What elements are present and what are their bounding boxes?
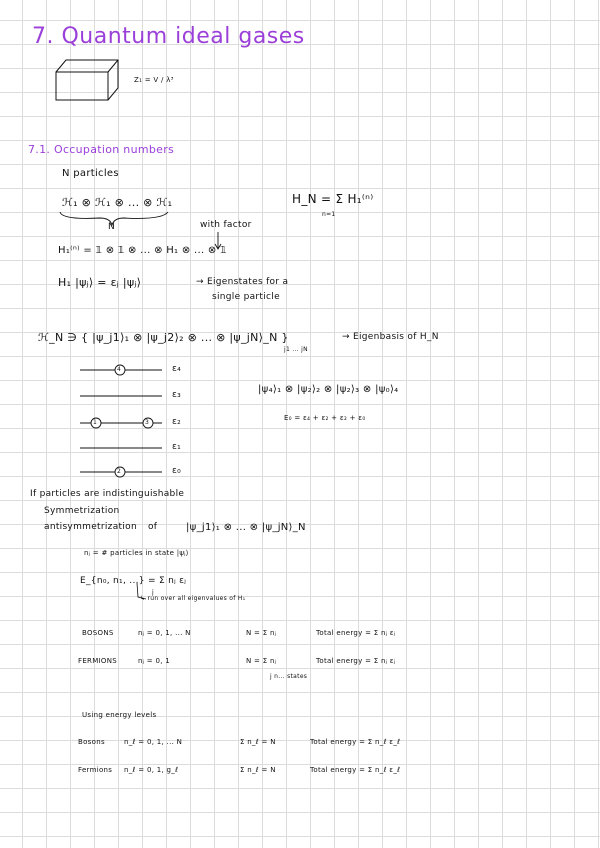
sum-limits: n=1	[322, 211, 336, 218]
eigenstates-note-2: single particle	[212, 292, 280, 302]
eigen-equation: H₁ |ψⱼ⟩ = εⱼ |ψⱼ⟩	[58, 276, 142, 289]
antisymmetrization-line: antisymmetrization	[44, 522, 137, 532]
level-label-4: ε₄	[172, 364, 182, 374]
basis-equation: ℋ_N ∋ { |ψ_j1⟩₁ ⊗ |ψ_j2⟩₂ ⊗ ... ⊗ |ψ_jN⟩_N }	[38, 331, 289, 344]
level-label-1: ε₁	[172, 442, 182, 452]
fermions-energy: Total energy = Σ nⱼ εⱼ	[316, 657, 396, 665]
fermions-levels-n: n_ℓ = 0, 1, g_ℓ	[124, 766, 179, 774]
hamiltonian-sum: H_N = Σ H₁⁽ⁿ⁾	[292, 192, 374, 206]
bosons-energy: Total energy = Σ nⱼ εⱼ	[316, 629, 396, 637]
bosons-nj: nⱼ = 0, 1, ... N	[138, 629, 191, 637]
basis-subscript: j1 ... jN	[284, 346, 308, 353]
underbrace-label: N	[108, 222, 116, 232]
z1-formula: Z₁ = V / λ³	[134, 76, 174, 84]
bosons-levels-label: Bosons	[78, 738, 105, 746]
bosons-levels-N: Σ n_ℓ = N	[240, 738, 276, 746]
fermions-levels-label: Fermions	[78, 766, 113, 774]
symmetrization-line: Symmetrization	[44, 506, 120, 516]
particle-circles	[91, 365, 153, 477]
section-heading: 7.1. Occupation numbers	[28, 143, 175, 156]
eigenbasis-note: → Eigenbasis of H_N	[342, 332, 439, 342]
tensor-product: ℋ₁ ⊗ ℋ₁ ⊗ ... ⊗ ℋ₁	[62, 196, 173, 209]
fermions-nj: nⱼ = 0, 1	[138, 657, 171, 665]
bosons-N: N = Σ nⱼ	[246, 629, 277, 637]
level-label-0: ε₀	[172, 466, 182, 476]
state-example: |ψ₄⟩₁ ⊗ |ψ₂⟩₂ ⊗ |ψ₂⟩₃ ⊗ |ψ₀⟩₄	[258, 384, 399, 395]
page-title: 7. Quantum ideal gases	[32, 24, 305, 49]
level-label-2: ε₂	[172, 417, 182, 427]
particle-mark: 4	[117, 366, 122, 373]
fermions-levels-N: Σ n_ℓ = N	[240, 766, 276, 774]
eigenstates-note-1: → Eigenstates for a	[196, 277, 289, 287]
eigenvalue-note: ↳ run over all eigenvalues of H₁	[140, 595, 246, 602]
h1n-definition: H₁⁽ⁿ⁾ = 𝟙 ⊗ 𝟙 ⊗ ... ⊗ H₁ ⊗ ... ⊗ 𝟙	[58, 245, 227, 256]
state-product: |ψ_j1⟩₁ ⊗ ... ⊗ |ψ_jN⟩_N	[186, 522, 306, 533]
bosons-label: BOSONS	[82, 629, 114, 637]
bosons-levels-energy: Total energy = Σ n_ℓ ε_ℓ	[310, 738, 401, 746]
using-energy-levels: Using energy levels	[82, 711, 157, 719]
particle-mark: 3	[145, 419, 150, 426]
energy-sum-sub: j	[152, 589, 154, 596]
particle-mark: 1	[93, 419, 98, 426]
indistinguishable-line: If particles are indistinguishable	[30, 489, 185, 499]
fermions-N: N = Σ nⱼ	[246, 657, 277, 665]
fermions-N-sub: j n... states	[270, 673, 308, 680]
energy-example: E₀ = ε₄ + ε₂ + ε₂ + ε₀	[284, 414, 366, 422]
fermions-label: FERMIONS	[78, 657, 118, 665]
energy-sum: E_{n₀, n₁, ...} = Σ nⱼ εⱼ	[80, 576, 187, 586]
bosons-levels-n: n_ℓ = 0, 1, ... N	[124, 738, 183, 746]
of-word: of	[148, 522, 158, 532]
fermions-levels-energy: Total energy = Σ n_ℓ ε_ℓ	[310, 766, 401, 774]
nj-definition: nⱼ = # particles in state |ψⱼ⟩	[84, 549, 189, 557]
box-drawing	[56, 60, 118, 100]
n-particles-text: N particles	[62, 168, 119, 179]
particle-mark: 2	[117, 468, 122, 475]
level-label-3: ε₃	[172, 390, 182, 400]
with-factor-note: with factor	[200, 220, 252, 230]
